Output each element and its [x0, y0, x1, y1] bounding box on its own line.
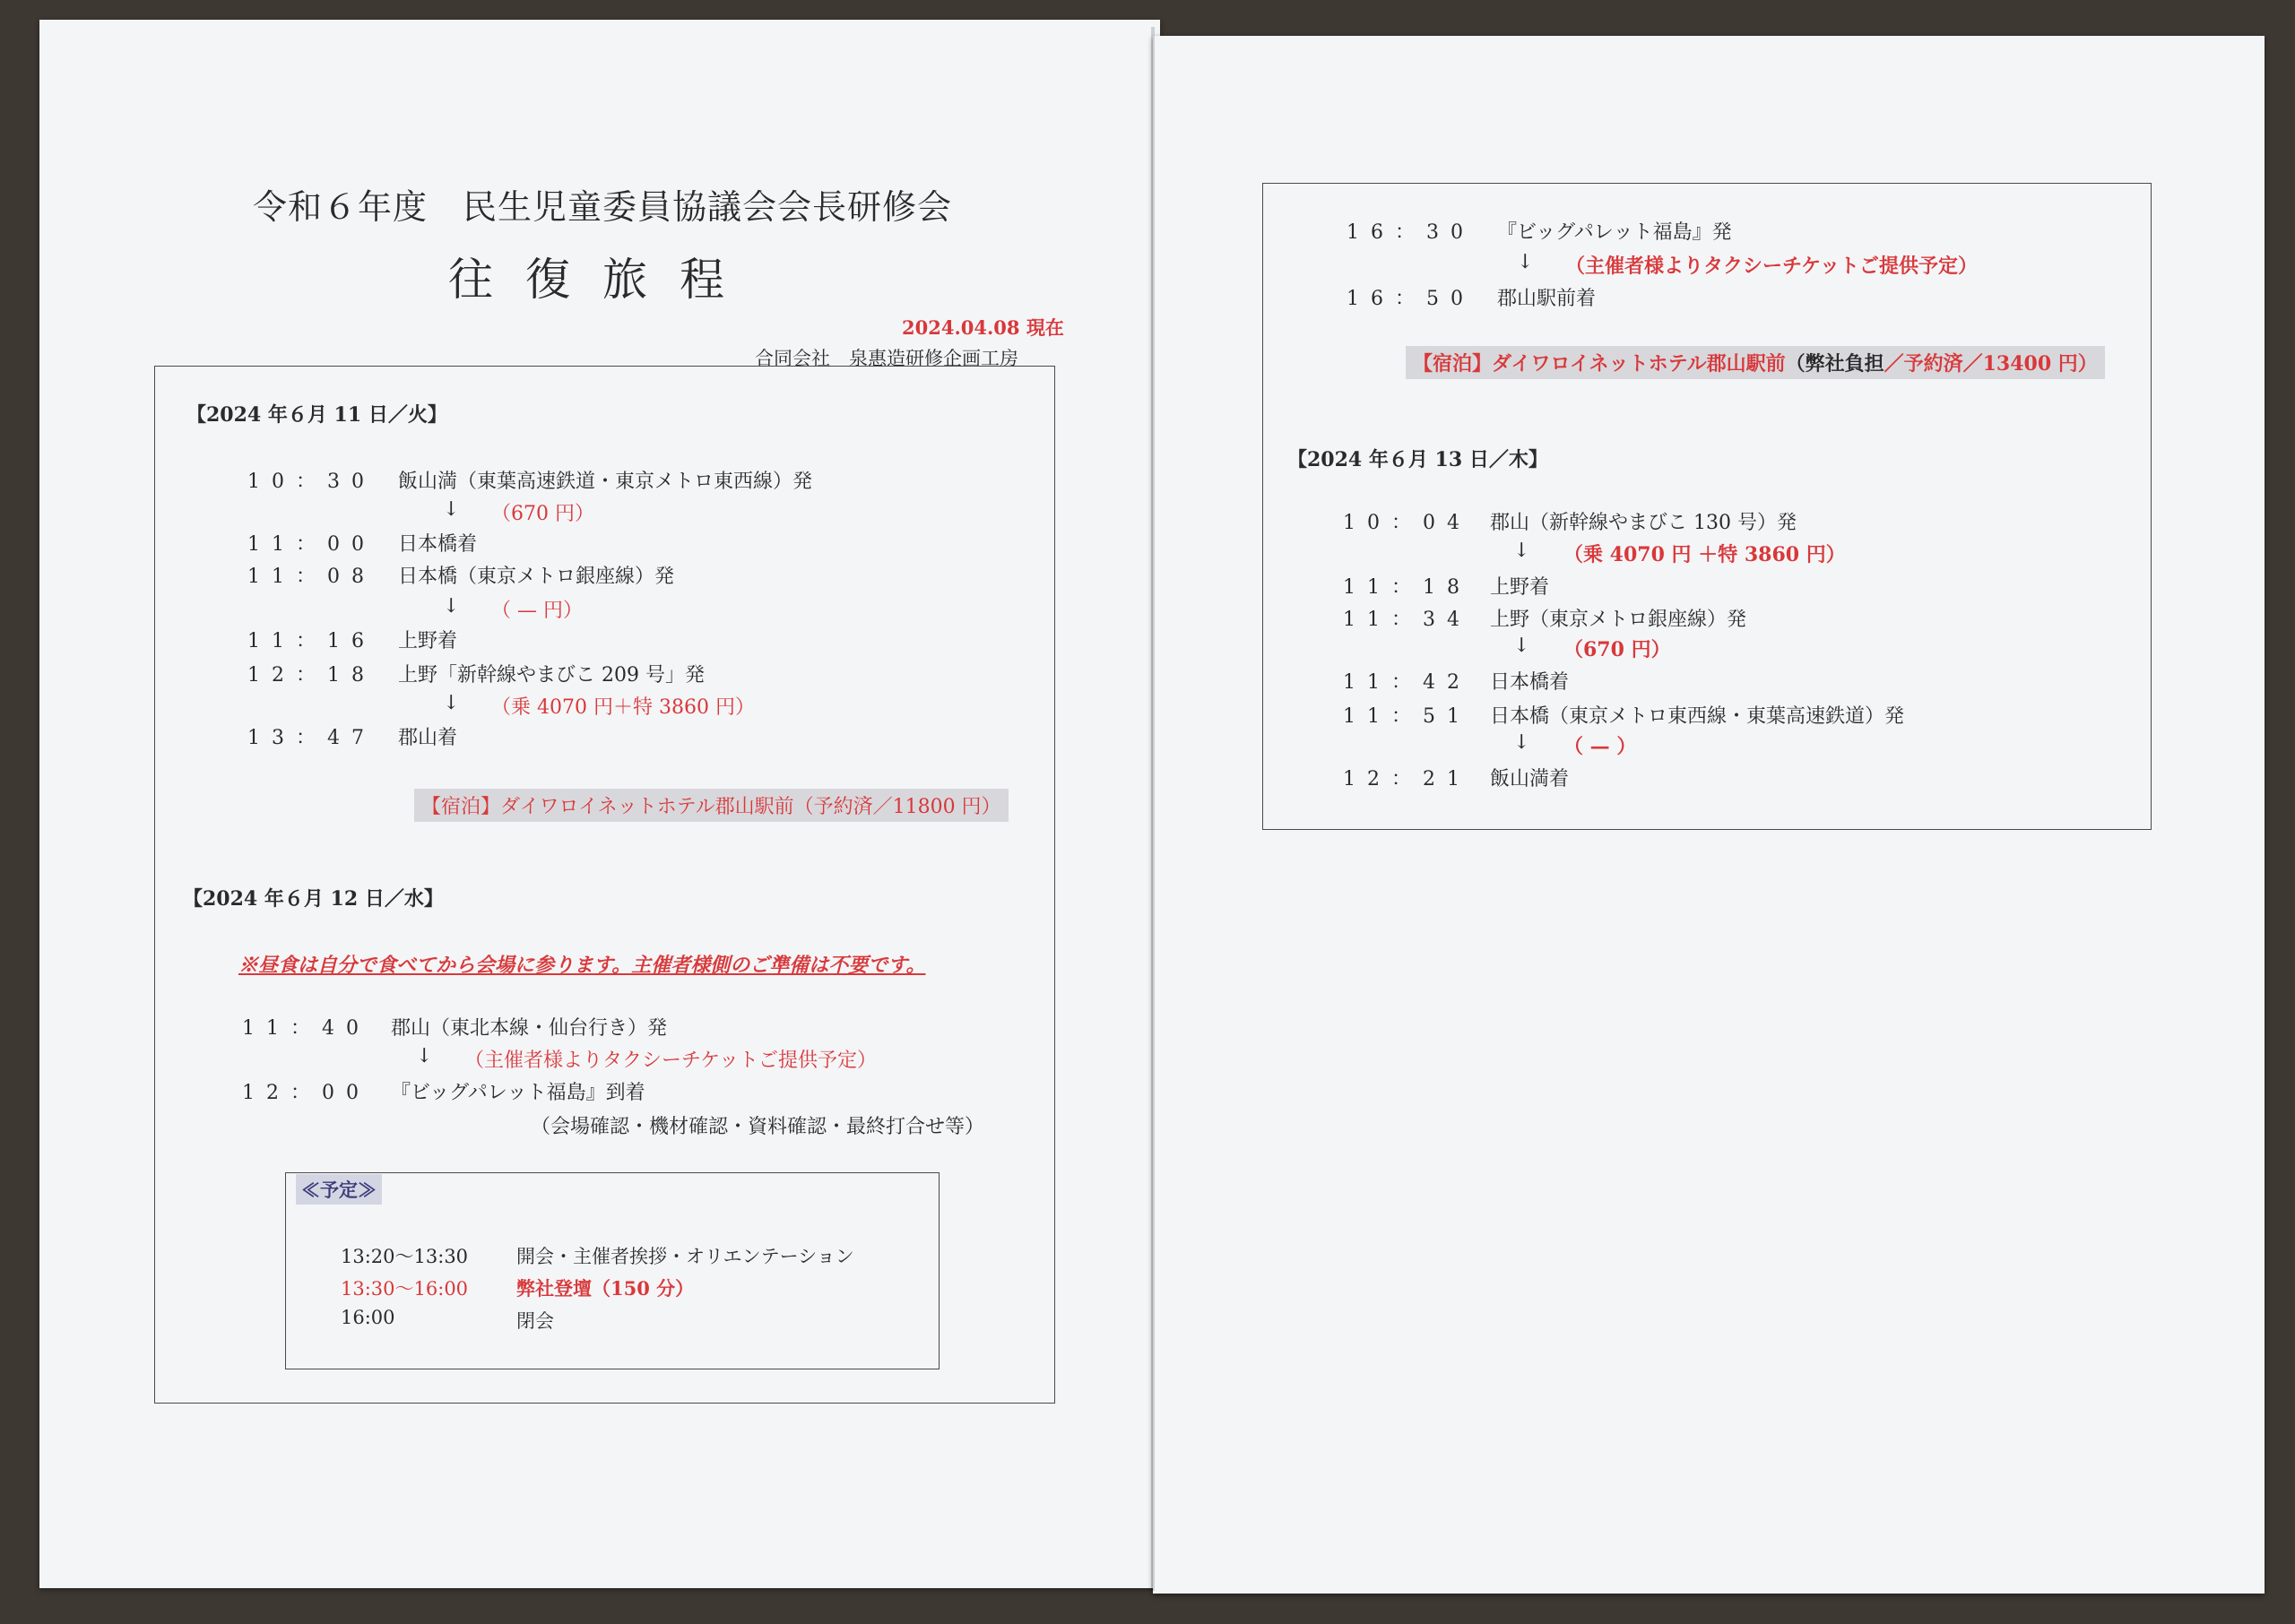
plan-time: 13:30～16:00 [341, 1278, 469, 1300]
time: 10：04 [1343, 512, 1471, 534]
fare: （ — ） [1563, 735, 1637, 758]
station: 日本橋（東京メトロ銀座線）発 [398, 566, 675, 588]
station: 上野（東京メトロ銀座線）発 [1490, 609, 1747, 631]
time: 11：42 [1343, 671, 1471, 694]
down-arrow-icon: ↓ [443, 498, 460, 521]
station: 上野「新幹線やまびこ 209 号」発 [398, 664, 705, 687]
station: 『ビッグパレット福島』到着 [391, 1082, 645, 1104]
down-arrow-icon: ↓ [443, 692, 460, 714]
day2-heading: 【2024 年６月 12 日／水】 [183, 887, 444, 911]
plan-item: 開会・主催者挨拶・オリエンテーション [516, 1246, 854, 1267]
station: 上野着 [398, 630, 458, 652]
station: 日本橋着 [1490, 671, 1570, 694]
time: 11：16 [247, 630, 376, 652]
fare: （乗 4070 円 ＋特 3860 円） [1563, 543, 1846, 566]
time: 11：18 [1343, 576, 1471, 599]
day2-lodging [1406, 346, 2105, 379]
time: 12：18 [247, 664, 376, 687]
station: 上野着 [1490, 576, 1550, 599]
day1-heading: 【2024 年６月 11 日／火】 [186, 403, 447, 427]
day1-lodging: 【宿泊】ダイワロイネットホテル郡山駅前（予約済／11800 円） [414, 789, 1009, 822]
plan-time: 16:00 [341, 1307, 395, 1328]
lodging-price: ／予約済／13400 円） [1884, 352, 2098, 376]
time: 11：40 [242, 1017, 370, 1040]
plan-item: 閉会 [516, 1310, 554, 1332]
station: 日本橋着 [398, 533, 478, 556]
time: 16：50 [1347, 288, 1475, 310]
lodging-hotel: 【宿泊】ダイワロイネットホテル郡山駅前 [1413, 352, 1786, 376]
fare: （670 円） [1563, 638, 1671, 661]
venue-note: （会場確認・機材確認・資料確認・最終打合せ等） [531, 1116, 985, 1138]
down-arrow-icon: ↓ [1513, 731, 1530, 754]
station: 郡山（東北本線・仙台行き）発 [391, 1017, 668, 1040]
time: 12：00 [242, 1082, 370, 1104]
document-subtitle: 往復旅程 [448, 254, 757, 306]
document-title: 令和６年度 民生児童委員協議会会長研修会 [253, 187, 953, 227]
fare: （主催者様よりタクシーチケットご提供予定） [1565, 255, 1979, 278]
station: 飯山満着 [1490, 768, 1570, 790]
station: 『ビッグパレット福島』発 [1497, 221, 1732, 244]
company-name: 合同会社 泉惠造研修企画工房 [755, 348, 1018, 369]
plan-item: 弊社登壇（150 分） [516, 1277, 695, 1300]
time: 12：21 [1343, 768, 1471, 790]
time: 10：30 [247, 471, 376, 493]
time: 11：34 [1343, 609, 1471, 631]
down-arrow-icon: ↓ [1513, 540, 1530, 562]
station: 日本橋（東京メトロ東西線・東葉高速鉄道）発 [1490, 705, 1905, 728]
plan-time: 13:20～13:30 [341, 1246, 469, 1267]
plan-box [285, 1172, 940, 1369]
station: 郡山着 [398, 727, 458, 749]
itinerary-frame-right [1262, 183, 2152, 830]
station: 郡山駅前着 [1497, 288, 1597, 310]
fare: （主催者様よりタクシーチケットご提供予定） [464, 1050, 878, 1072]
down-arrow-icon: ↓ [443, 595, 460, 618]
plan-heading: ≪予定≫ [296, 1174, 382, 1205]
down-arrow-icon: ↓ [416, 1045, 433, 1067]
time: 13：47 [247, 727, 376, 749]
day3-heading: 【2024 年６月 13 日／木】 [1287, 448, 1548, 471]
fare: （ — 円） [491, 600, 583, 622]
time: 11：51 [1343, 705, 1471, 728]
as-of-date: 2024.04.08 現在 [902, 316, 1064, 339]
station: 飯山満（東葉高速鉄道・東京メトロ東西線）発 [398, 471, 813, 493]
down-arrow-icon: ↓ [1517, 251, 1534, 273]
time: 11：08 [247, 566, 376, 588]
time: 11：00 [247, 533, 376, 556]
fare: （670 円） [491, 503, 594, 525]
page-fold [1151, 27, 1155, 1591]
lodging-payer: （弊社負担 [1785, 352, 1884, 376]
down-arrow-icon: ↓ [1513, 635, 1530, 657]
time: 16：30 [1347, 221, 1475, 244]
lunch-notice: ※昼食は自分で食べてから会場に参ります。主催者様側のご準備は不要です。 [238, 954, 926, 977]
fare: （乗 4070 円＋特 3860 円） [491, 696, 755, 719]
station: 郡山（新幹線やまびこ 130 号）発 [1490, 512, 1797, 534]
